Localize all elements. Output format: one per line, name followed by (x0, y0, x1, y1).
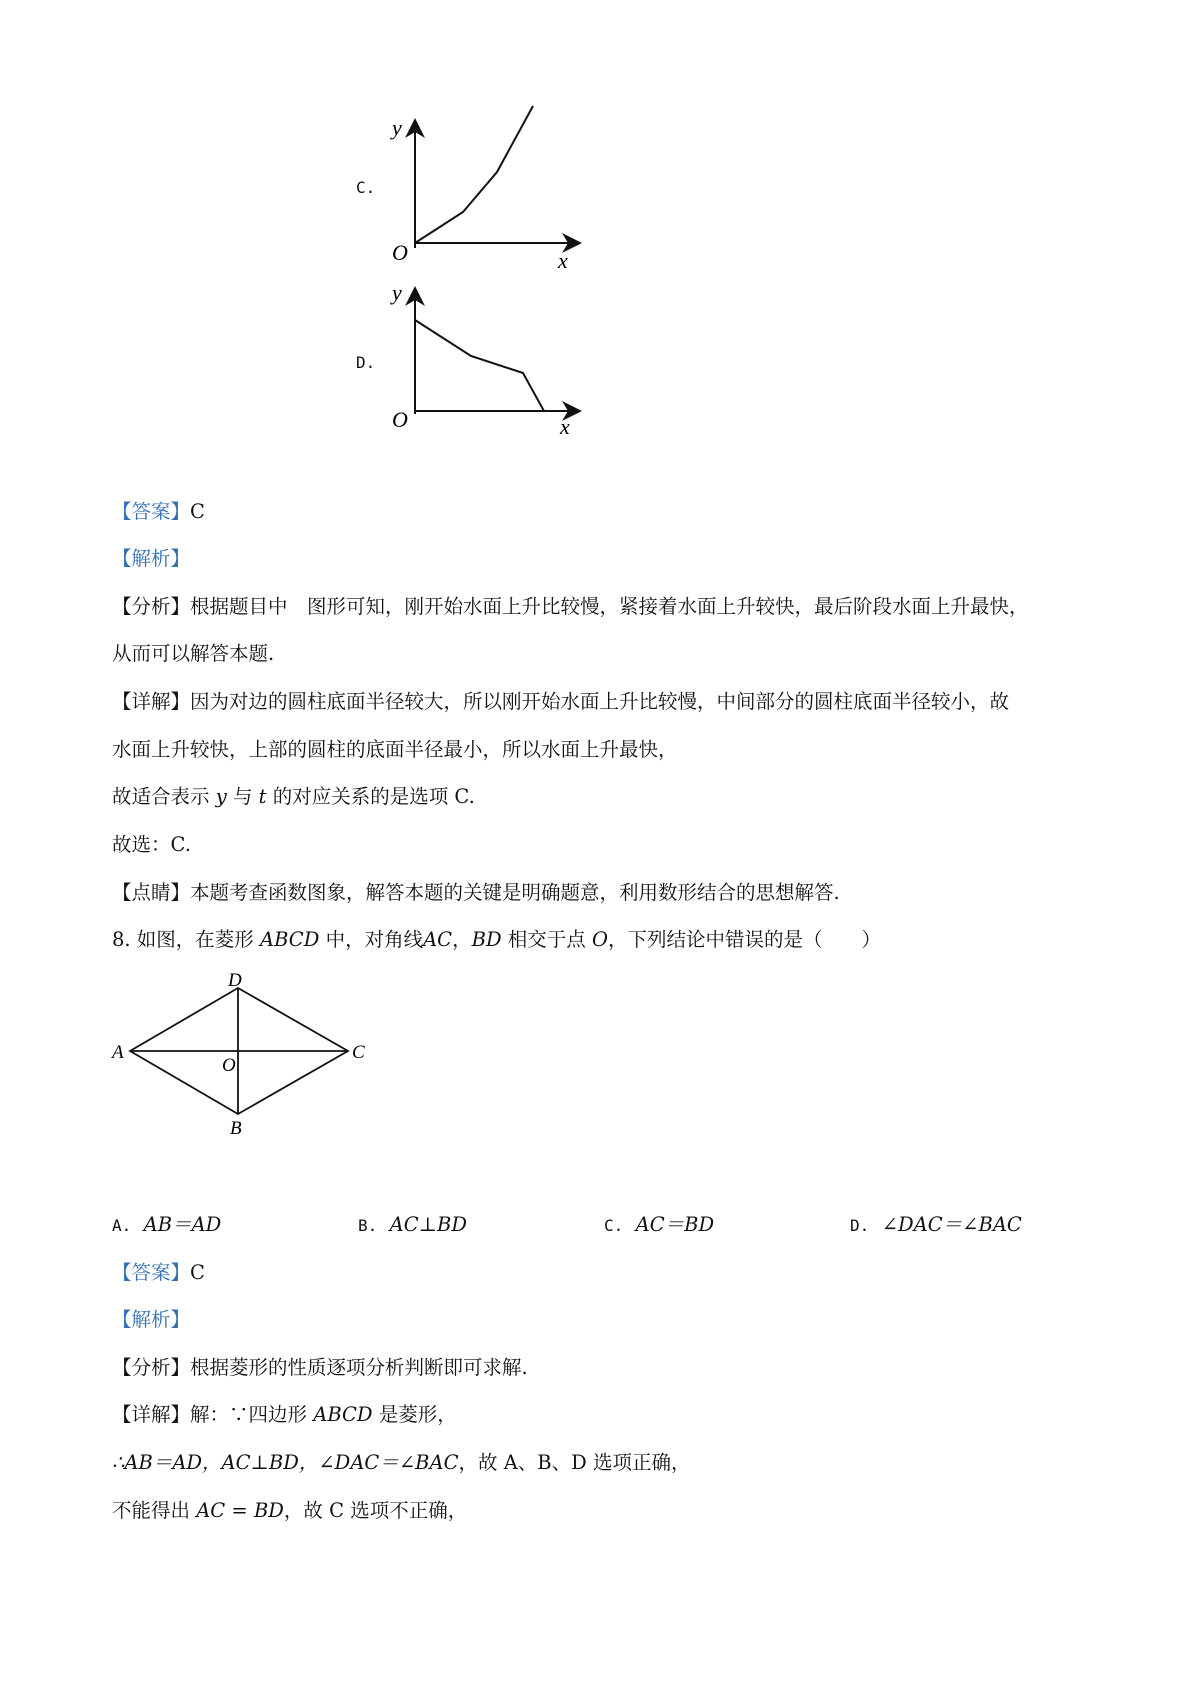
graph-d (370, 282, 590, 442)
xiangjie-tag: 【详解】 (112, 1403, 191, 1426)
answer-value: C (190, 1261, 205, 1284)
answer-tag: 【答案】 (112, 500, 191, 523)
xiangjie-tag: 【详解】 (112, 690, 191, 713)
math: ∴AB＝AD，AC⊥BD，∠DAC＝∠BAC (112, 1451, 459, 1474)
fenxi-tag: 【分析】 (112, 595, 191, 618)
text: 解：∵四边形 (190, 1403, 308, 1426)
xiangjie-text: 因为对边的圆柱底面半径较大，所以刚开始水面上升比较慢，中间部分的圆柱底面半径较小，故 (190, 690, 1010, 713)
q7-xiangjie-line1 (112, 688, 1009, 716)
dianjing-tag: 【点睛】 (112, 881, 191, 904)
math: ABCD (260, 928, 320, 951)
text: 不能得出 (112, 1499, 191, 1522)
q8-xiangjie-line2 (112, 1449, 690, 1477)
text: 相交于点 (507, 928, 586, 951)
q7-analysis-tag: 【解析】 (112, 547, 191, 570)
text: 故适合表示 (112, 785, 210, 808)
var-y: y (215, 785, 227, 808)
curve-d (415, 320, 544, 411)
option-d-label: D. (356, 353, 376, 372)
text: ，故 A、B、D 选项正确， (458, 1451, 691, 1474)
dianjing-text: 本题考查函数图象，解答本题的关键是明确题意，利用数形结合的思想解答. (190, 881, 840, 904)
option-letter: B. (358, 1216, 378, 1235)
text: 是菱形， (378, 1403, 457, 1426)
label-a: A (112, 1042, 124, 1063)
q8-analysis-tag: 【解析】 (112, 1308, 191, 1331)
q7-fenxi-line1 (112, 593, 1029, 621)
math: AC = BD (196, 1499, 284, 1522)
option-text: AC＝BD (635, 1213, 715, 1236)
label-o: O (222, 1055, 236, 1076)
q7-answer (112, 498, 205, 526)
text: ，下列结论中错误的是（ ） (608, 928, 882, 951)
x-label: x (558, 248, 568, 270)
option-text: ∠DAC＝∠BAC (881, 1213, 1022, 1236)
q8-xiangjie-line1 (112, 1401, 457, 1429)
option-b (358, 1211, 467, 1240)
x-label: x (560, 414, 570, 439)
label-d: D (228, 970, 242, 991)
math: O (592, 928, 608, 951)
math: ABCD (313, 1403, 373, 1426)
origin-label: O (392, 240, 408, 265)
q7-dianjing (112, 879, 840, 907)
option-letter: D. (850, 1216, 870, 1235)
y-label: y (392, 115, 402, 140)
graph-c (370, 100, 590, 270)
math: AC (423, 928, 453, 951)
option-a (112, 1211, 221, 1240)
q8-xiangjie-line3 (112, 1497, 467, 1525)
curve-c (415, 106, 533, 243)
label-c: C (352, 1042, 365, 1063)
option-d (850, 1211, 1022, 1240)
fenxi-text: 根据题目中 图形可知，刚开始水面上升比较慢，紧接着水面上升较快，最后阶段水面上升最快， (190, 595, 1029, 618)
fenxi-text: 根据菱形的性质逐项分析判断即可求解. (190, 1356, 528, 1379)
option-letter: A. (112, 1216, 132, 1235)
option-c (604, 1211, 714, 1240)
q8-fenxi (112, 1354, 528, 1382)
math: BD (471, 928, 502, 951)
label-b: B (230, 1118, 242, 1139)
q7-fenxi-line2: 从而可以解答本题. (112, 642, 275, 665)
rhombus-figure (100, 970, 390, 1140)
text: ，故 C 选项不正确， (283, 1499, 468, 1522)
option-text: AC⊥BD (389, 1213, 467, 1236)
text: 与 (232, 785, 253, 808)
option-c-label: C. (356, 178, 376, 197)
var-t: t (258, 785, 267, 808)
q8-stem (112, 926, 881, 954)
option-letter: C. (604, 1216, 624, 1235)
q8-answer (112, 1259, 205, 1287)
text: ， (452, 928, 472, 951)
q7-xiangjie-line3 (112, 783, 475, 811)
option-text: AB＝AD (143, 1213, 222, 1236)
text: 8. 如图，在菱形 (112, 928, 254, 951)
answer-value: C (190, 500, 205, 523)
answer-tag: 【答案】 (112, 1261, 191, 1284)
q7-xiangjie-line2: 水面上升较快，上部的圆柱的底面半径最小，所以水面上升最快， (112, 738, 678, 761)
origin-label: O (392, 407, 408, 432)
text: 中，对角线 (325, 928, 424, 951)
fenxi-tag: 【分析】 (112, 1356, 191, 1379)
text: 的对应关系的是选项 C. (272, 785, 475, 808)
q7-choice-line: 故选：C. (112, 833, 191, 856)
y-label: y (392, 282, 402, 305)
